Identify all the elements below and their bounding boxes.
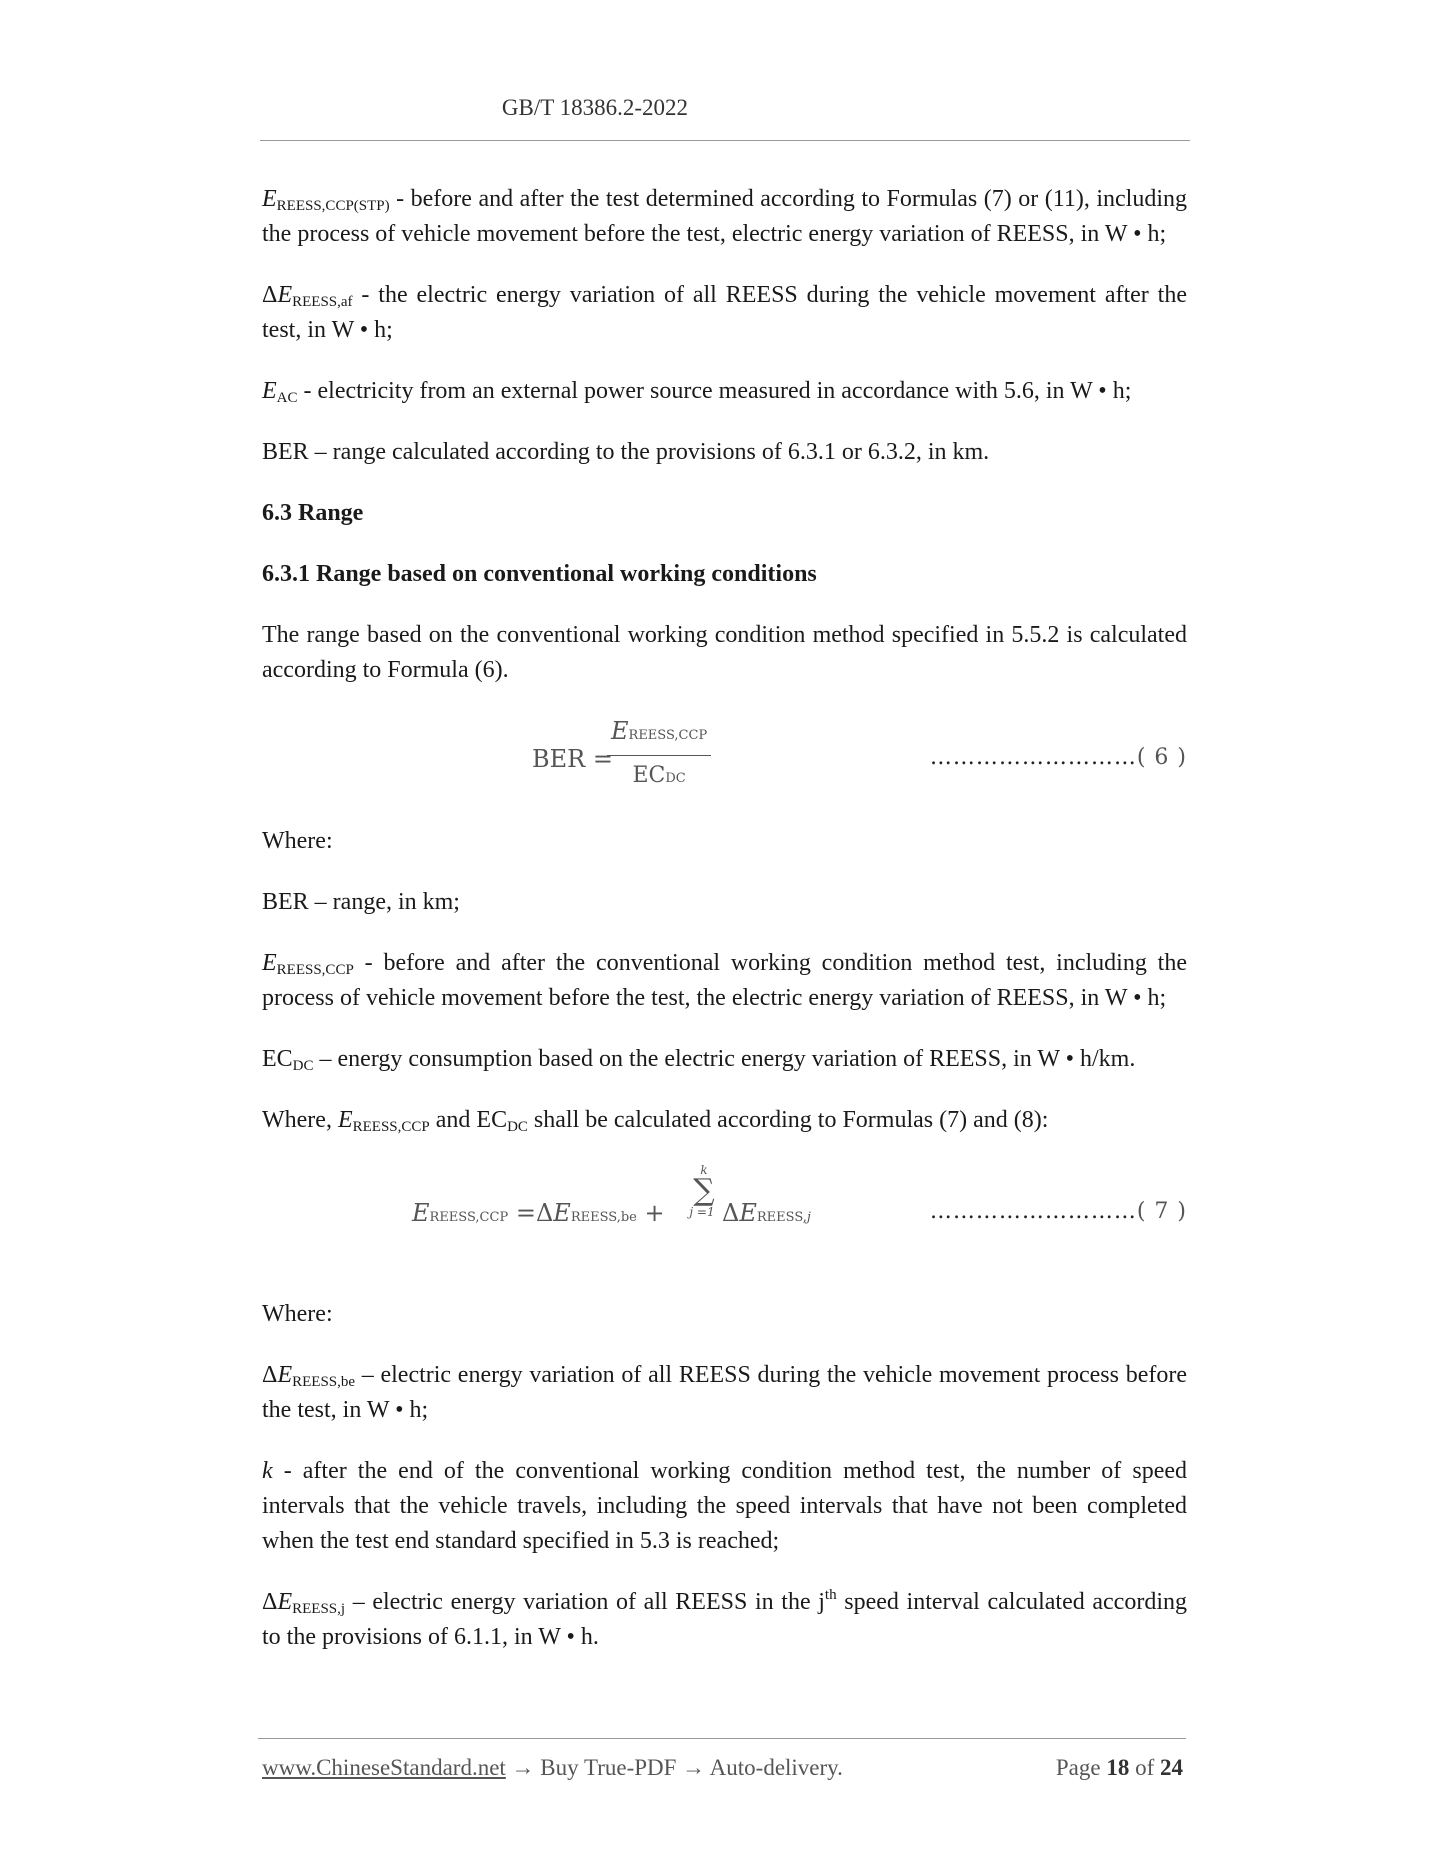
definition-delta-ereess-j: $\Delta E_{REESS,j}$ – electric energy variation of all REESS in the $j^{th}$ speed interval calculated according to the provisions of 6.1.1, in W • h. bbox=[262, 1587, 1187, 1650]
site-link[interactable]: www.ChineseStandard.net bbox=[262, 1755, 506, 1780]
formula-6-lhs: BER = bbox=[532, 745, 613, 773]
page-total: 24 bbox=[1160, 1755, 1183, 1780]
formula-6-denominator: ECDC bbox=[632, 763, 686, 788]
formula-7-number: ( 7 ) bbox=[1136, 1199, 1187, 1224]
formula-6 bbox=[262, 714, 1187, 794]
definition-eac: $E_{AC}$ - electricity from an external power source measured in accordance with 5.6, in W • h; bbox=[262, 378, 1132, 406]
intro-paragraph: The range based on the conventional working condition method specified in 5.5.2 is calculated according to Formula (6). bbox=[262, 622, 1187, 683]
page-header: GB/T 18386.2-2022 bbox=[501, 95, 689, 120]
definition-delta-ereess-be: $\Delta E_{REESS,be}$ – electric energy variation of all REESS during the vehicle movement process before the test, in W • h; bbox=[262, 1362, 1187, 1423]
definition-k: k - after the end of the conventional working condition method test, the number of speed intervals that the vehicle travels, including the speed intervals that have not been completed when the test end standard specified in 5.3 is reached; bbox=[262, 1458, 1187, 1554]
formula-7-expression: EREESS,CCP =ΔEREESS,be + bbox=[412, 1199, 665, 1227]
section-heading-6-3: 6.3 Range bbox=[262, 500, 364, 526]
page-body bbox=[262, 182, 1187, 1681]
formula-7-term: ΔEREESS,j bbox=[722, 1199, 811, 1227]
where-label-2: Where: bbox=[262, 1301, 333, 1327]
definition-ber-range: BER – range, in km; bbox=[262, 889, 460, 915]
page-number: 18 bbox=[1106, 1755, 1130, 1780]
formula-reference-paragraph: Where, $E_{REESS,CCP}$ and $EC_{DC}$ shall be calculated according to Formulas (7) and (8): bbox=[262, 1107, 1049, 1135]
header-divider bbox=[260, 140, 1190, 141]
definition-ecdc: $EC_{DC}$ – energy consumption based on the electric energy variation of REESS, in W • h/km. bbox=[262, 1046, 1136, 1074]
section-heading-6-3-1: 6.3.1 Range based on conventional working conditions bbox=[262, 561, 817, 587]
definition-ereess-ccp-stp: $E_{REESS,CCP(STP)}$ - before and after the test determined according to Formulas (7) or (11), including the process of vehicle movement before the test, electric energy variation of REESS, in W • h; bbox=[262, 186, 1187, 247]
where-label-1: Where: bbox=[262, 828, 333, 854]
definition-ber: BER – range calculated according to the provisions of 6.3.1 or 6.3.2, in km. bbox=[262, 439, 990, 465]
formula-7-leader: ………………………( 7 ) bbox=[929, 1199, 1187, 1224]
footer-divider bbox=[258, 1738, 1186, 1739]
definition-ereess-ccp: $E_{REESS,CCP}$ - before and after the conventional working condition method test, including the process of vehicle movement before the test, the electric energy variation of REESS, in W • h; bbox=[262, 950, 1187, 1011]
formula-6-fraction bbox=[607, 714, 711, 796]
definition-delta-ereess-af: $\Delta E_{REESS,af}$ - the electric energy variation of all REESS during the vehicle movement after the test, in W • h; bbox=[262, 282, 1187, 343]
formula-6-numerator: EREESS,CCP bbox=[607, 714, 711, 756]
formula-7-summation: k ∑ j =1 bbox=[689, 1163, 715, 1219]
formula-6-number: ( 6 ) bbox=[1136, 745, 1187, 770]
formula-7 bbox=[262, 1164, 1187, 1259]
formula-6-leader: ………………………( 6 ) bbox=[929, 745, 1187, 770]
page-indicator: Page 18 of 24 bbox=[1055, 1755, 1183, 1780]
footer-promo: www.ChineseStandard.net → Buy True-PDF → Auto-delivery. bbox=[262, 1755, 843, 1780]
